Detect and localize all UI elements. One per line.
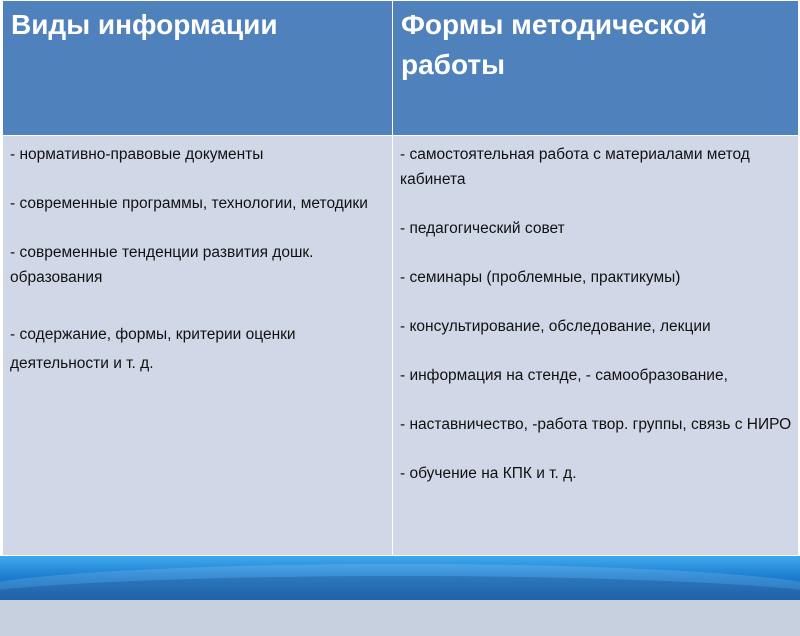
info-table <box>2 0 799 556</box>
list-item: - семинары (проблемные, практикумы) <box>400 269 681 286</box>
list-item: - информация на стенде, - самообразование, <box>400 367 728 384</box>
table-body-row <box>3 136 799 556</box>
header-work-forms: Формы методической работы <box>401 9 708 80</box>
work-forms-list <box>393 136 798 486</box>
list-item: - современные тенденции развития дошк. образования <box>10 244 314 286</box>
wave-shadow <box>0 576 800 636</box>
info-types-cell <box>3 136 393 556</box>
list-item: - обучение на КПК и т. д. <box>400 465 577 482</box>
info-types-list <box>3 136 392 378</box>
list-item: - педагогический совет <box>400 220 565 237</box>
list-item: - современные программы, технологии, методики <box>10 195 368 212</box>
header-info-types: Виды информации <box>11 9 278 40</box>
work-forms-cell <box>393 136 799 556</box>
list-item: - самостоятельная работа с материалами метод кабинета <box>400 146 750 188</box>
table-header-row <box>3 1 799 136</box>
header-cell-info-types <box>3 1 393 136</box>
decorative-bottom-band <box>0 556 800 600</box>
list-item: - консультирование, обследование, лекции <box>400 318 711 335</box>
list-item: - нормативно-правовые документы <box>10 146 264 163</box>
list-item: - содержание, формы, критерии оценки деятельности и т. д. <box>10 326 296 372</box>
list-item: - наставничество, -работа твор. группы, связь с НИРО <box>400 416 792 433</box>
header-cell-work-forms <box>393 1 799 136</box>
